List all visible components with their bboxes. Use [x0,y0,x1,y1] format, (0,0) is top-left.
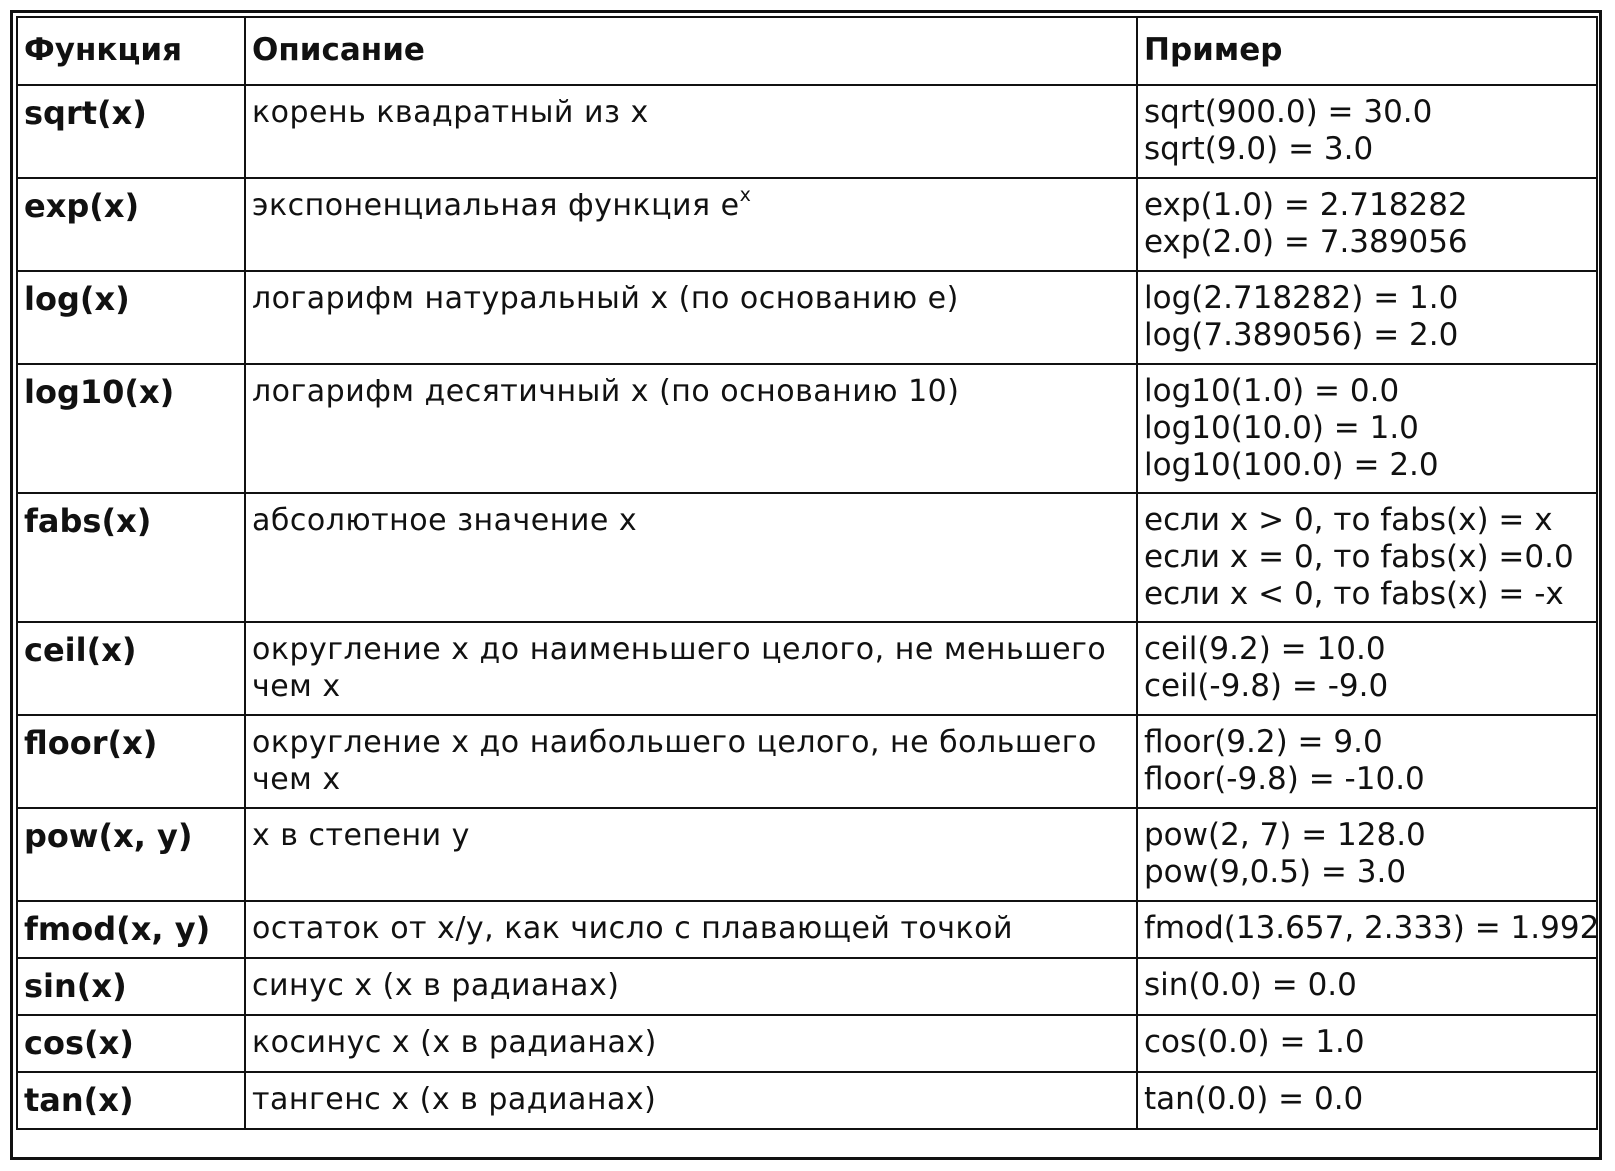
example-line: ceil(-9.8) = -9.0 [1144,668,1389,704]
description-text: остаток от x/y, как число с плавающей точкой [252,911,1013,946]
function-description [245,85,1137,178]
example-line: pow(2, 7) = 128.0 [1144,817,1426,853]
table-header-row [17,17,1597,85]
example-line: tan(0.0) = 0.0 [1144,1081,1364,1117]
table-row [17,958,1597,1015]
example-line: floor(-9.8) = -10.0 [1144,761,1425,797]
function-description [245,493,1137,622]
table-row [17,808,1597,901]
function-examples [1137,715,1597,808]
function-examples [1137,901,1600,958]
example-line: fmod(13.657, 2.333) = 1.992 [1144,910,1600,946]
function-name: fabs(x) [17,493,245,622]
example-line: exp(2.0) = 7.389056 [1144,224,1468,260]
description-text: абсолютное значение x [252,503,638,538]
function-examples [1137,271,1597,364]
function-description [245,1072,1137,1129]
function-examples [1137,364,1597,493]
function-name: fmod(x, y) [17,901,245,958]
function-name: sqrt(x) [17,85,245,178]
function-description [245,364,1137,493]
example-line: log(7.389056) = 2.0 [1144,317,1459,353]
example-line: sqrt(9.0) = 3.0 [1144,131,1374,167]
table-row [17,1015,1597,1072]
description-text: синус x (x в радианах) [252,968,620,1003]
example-line: log10(10.0) = 1.0 [1144,410,1419,446]
function-name: cos(x) [17,1015,245,1072]
function-examples [1137,622,1597,715]
example-line: log10(100.0) = 2.0 [1144,447,1439,483]
function-description [245,271,1137,364]
function-examples [1137,1072,1597,1129]
function-description [245,715,1137,808]
function-description [245,901,1137,958]
description-text: логарифм десятичный x (по основанию 10) [252,374,960,409]
table-row [17,493,1597,622]
function-description [245,622,1137,715]
function-examples [1137,808,1597,901]
table-row [17,901,1597,958]
function-examples [1137,85,1597,178]
table-row [17,178,1597,271]
function-name: log(x) [17,271,245,364]
description-text: x в степени y [252,818,470,853]
function-description [245,808,1137,901]
description-superscript: x [739,184,752,206]
example-line: sin(0.0) = 0.0 [1144,967,1357,1003]
example-line: если x < 0, то fabs(x) = -x [1144,576,1564,612]
example-line: ceil(9.2) = 10.0 [1144,631,1386,667]
function-name: pow(x, y) [17,808,245,901]
math-functions-table [16,16,1598,1130]
description-text: корень квадратный из x [252,95,649,130]
function-examples [1137,178,1597,271]
header-function: Функция [17,17,245,85]
description-text: логарифм натуральный x (по основанию e) [252,281,959,316]
table-row [17,271,1597,364]
description-text: экспоненциальная функция e [252,188,740,223]
example-line: sqrt(900.0) = 30.0 [1144,94,1433,130]
function-name: tan(x) [17,1072,245,1129]
function-examples [1137,958,1597,1015]
description-text: тангенс x (x в радианах) [252,1082,657,1117]
function-examples [1137,493,1597,622]
description-text: косинус x (x в радианах) [252,1025,657,1060]
function-name: ceil(x) [17,622,245,715]
description-text: округление x до наибольшего целого, не большего чем x [252,725,1097,797]
example-line: exp(1.0) = 2.718282 [1144,187,1468,223]
table-row [17,715,1597,808]
function-name: exp(x) [17,178,245,271]
table-row [17,85,1597,178]
header-example: Пример [1137,17,1597,85]
table-row [17,364,1597,493]
example-line: если x > 0, то fabs(x) = x [1144,502,1553,538]
function-description [245,958,1137,1015]
example-line: если x = 0, то fabs(x) =0.0 [1144,539,1574,575]
example-line: floor(9.2) = 9.0 [1144,724,1383,760]
table-body [17,85,1600,1129]
example-line: log10(1.0) = 0.0 [1144,373,1400,409]
function-description [245,1015,1137,1072]
function-name: floor(x) [17,715,245,808]
function-examples [1137,1015,1597,1072]
table-row [17,1072,1597,1129]
function-name: sin(x) [17,958,245,1015]
function-description [245,178,1137,271]
table-row [17,622,1597,715]
header-description: Описание [245,17,1137,85]
example-line: pow(9,0.5) = 3.0 [1144,854,1407,890]
function-name: log10(x) [17,364,245,493]
example-line: log(2.718282) = 1.0 [1144,280,1459,316]
example-line: cos(0.0) = 1.0 [1144,1024,1365,1060]
description-text: округление x до наименьшего целого, не меньшего чем x [252,632,1107,704]
